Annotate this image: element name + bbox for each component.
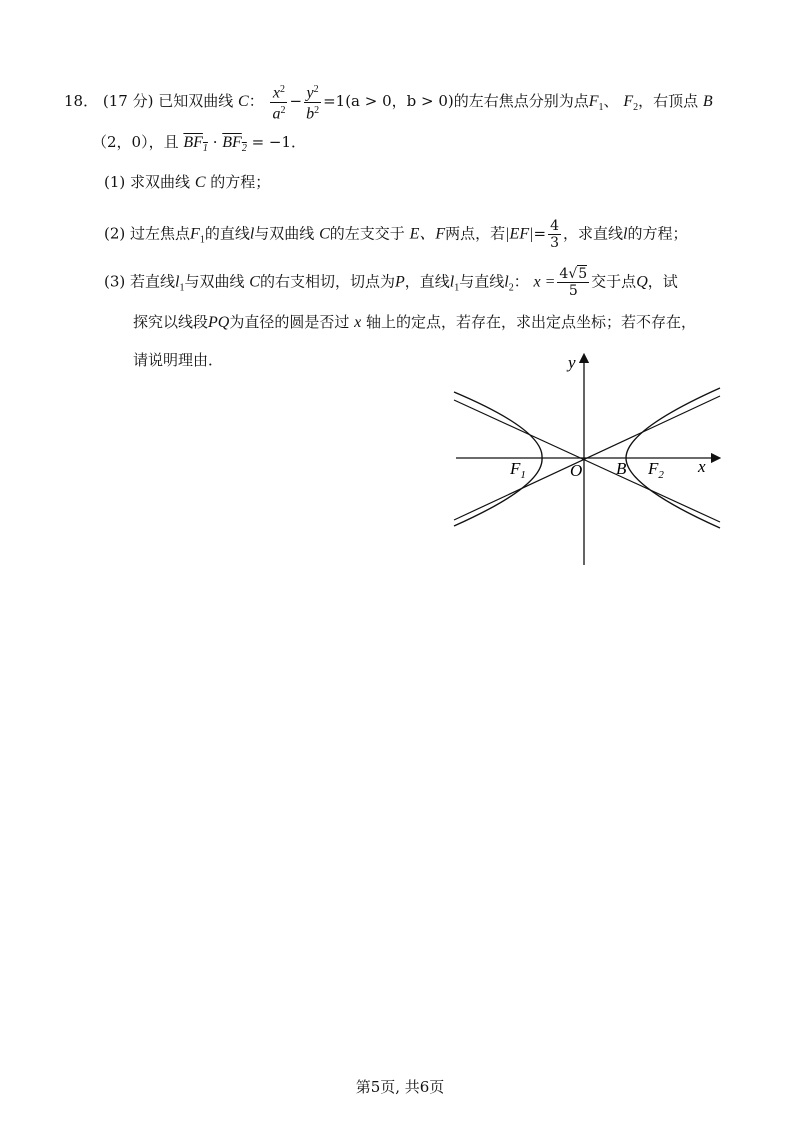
x-axis-label: x xyxy=(698,457,706,476)
q3-text-g: ，试 xyxy=(647,272,678,291)
q3-text-d: ，直线 xyxy=(404,272,450,291)
q3-l1-b: l xyxy=(449,273,455,291)
q3-C: C xyxy=(249,273,260,291)
q3-label: (3) xyxy=(104,272,126,291)
origin-label: O xyxy=(570,461,583,480)
q1-C: C xyxy=(194,174,206,191)
F1-symbol: F xyxy=(588,93,599,111)
minus-sign: − xyxy=(289,92,303,111)
frac1-den: a xyxy=(272,105,281,123)
problem-text-1: 已知双曲线 xyxy=(158,92,234,111)
hyperbola-left-branch xyxy=(454,392,542,526)
q3-text-c: 的右支相切，切点为 xyxy=(259,272,395,291)
focus-F1-label: $F_1$ xyxy=(510,459,526,481)
question-3-line-3 xyxy=(133,350,223,370)
F1-sub: 1 xyxy=(598,102,604,114)
y-axis-label: y xyxy=(568,353,576,372)
q2-abs-EF: |EF| xyxy=(505,225,534,243)
hyperbola-figure xyxy=(450,350,730,570)
B-symbol: B xyxy=(702,93,713,111)
q2-label: (2) xyxy=(104,224,126,243)
fraction-4sqrt5-5: $\frac{4√5}{5}$ xyxy=(559,266,588,299)
dot-product: · xyxy=(212,133,218,151)
frac2-num: y xyxy=(306,84,314,102)
vertex-B-label: B xyxy=(616,459,627,478)
focus-F2-label: $F_2$ xyxy=(648,459,664,481)
question-3-line-1: (3) 若直线$l_1$与双曲线 C的右支相切，切点为P，直线$l_1$与直线$l_2$： x = $\frac{4√5}{5}$ 交于点Q，试 xyxy=(104,266,678,299)
q3-text-a: 若直线 xyxy=(130,272,176,291)
q1-text-b: 的方程； xyxy=(210,173,271,191)
curve-name: C xyxy=(238,93,249,111)
q3-Q: Q xyxy=(636,273,648,291)
q3-text-f: 交于点 xyxy=(591,272,637,291)
q2-text-e: 两点，若 xyxy=(445,224,506,243)
q3-x-equals: x = xyxy=(533,273,556,291)
question-2: (2) 过左焦点$F_1$的直线l与双曲线 C的左支交于 E、F两点，若|EF|= $\frac{4}{3}$ ，求直线l的方程； xyxy=(104,218,688,251)
q2-text-f: ，求直线 xyxy=(562,224,623,243)
q2-EF-points: E、F xyxy=(409,225,446,243)
q3-line2-a: 探究以线段 xyxy=(133,313,209,331)
problem-text-3: ，右顶点 xyxy=(638,92,699,111)
q3-text-e: 与直线 xyxy=(459,272,505,291)
q3-text-b: 与双曲线 xyxy=(184,272,245,291)
problem-line-2 xyxy=(92,132,306,159)
q1-label: (1) xyxy=(104,173,126,191)
q2-text-b: 的直线 xyxy=(204,224,250,243)
condition: (a > 0，b > 0) xyxy=(345,92,454,111)
frac1-num: x xyxy=(272,84,281,102)
q2-C: C xyxy=(319,225,330,243)
asymptote-1 xyxy=(454,400,720,522)
fraction-4-3: $\frac{4}{3}$ xyxy=(550,218,559,251)
question-1 xyxy=(104,172,270,193)
problem-line-1 xyxy=(64,82,713,122)
q3-colon: ： xyxy=(513,272,529,291)
q2-text-a: 过左焦点 xyxy=(130,224,191,243)
question-3-line-2 xyxy=(133,312,696,333)
q1-text-a: 求双曲线 xyxy=(130,173,191,191)
q3-l2: l xyxy=(504,273,509,291)
F2-symbol: F xyxy=(623,93,634,111)
q2-l: l xyxy=(249,225,255,243)
q2-text-c: 与双曲线 xyxy=(254,224,315,243)
q2-text-d: 的左支交于 xyxy=(329,224,405,243)
q3-l1: l xyxy=(175,273,180,291)
B-coordinate: （2，0），且 xyxy=(92,133,179,151)
q3-PQ: PQ xyxy=(208,314,230,331)
q2-F1: F xyxy=(190,225,200,243)
q2-eq: = xyxy=(533,224,547,243)
problem-text-2: 的左右焦点分别为点 xyxy=(453,92,589,111)
problem-score: (17 分) xyxy=(102,92,154,111)
equals-one: =1 xyxy=(323,92,346,111)
vector-BF1: $BF_1$ xyxy=(183,134,208,155)
fraction-x2-a2: $\frac{x^2}{a^2}$ xyxy=(272,84,286,123)
q2-text-g: 的方程； xyxy=(627,224,688,243)
problem-number: 18． xyxy=(64,92,99,111)
q3-x: x xyxy=(354,314,362,331)
q3-line2-b: 为直径的圆是否过 xyxy=(229,313,350,331)
q3-line3: 请说明理由． xyxy=(133,351,224,369)
separator: 、 xyxy=(603,92,619,111)
page-footer: 第5页, 共6页 xyxy=(355,1078,445,1096)
vector-BF2: $BF_2$ xyxy=(222,134,247,155)
fraction-y2-b2: $\frac{y^2}{b^2}$ xyxy=(306,84,320,123)
q3-P: P xyxy=(394,273,405,291)
colon: ： xyxy=(248,92,264,111)
frac2-den: b xyxy=(306,105,315,123)
equals-minus-one: = −1． xyxy=(251,133,307,151)
q2-l-2: l xyxy=(623,225,628,243)
F2-sub: 2 xyxy=(633,102,639,114)
q3-line2-c: 轴上的定点，若存在，求出定点坐标；若不存在， xyxy=(366,313,697,331)
